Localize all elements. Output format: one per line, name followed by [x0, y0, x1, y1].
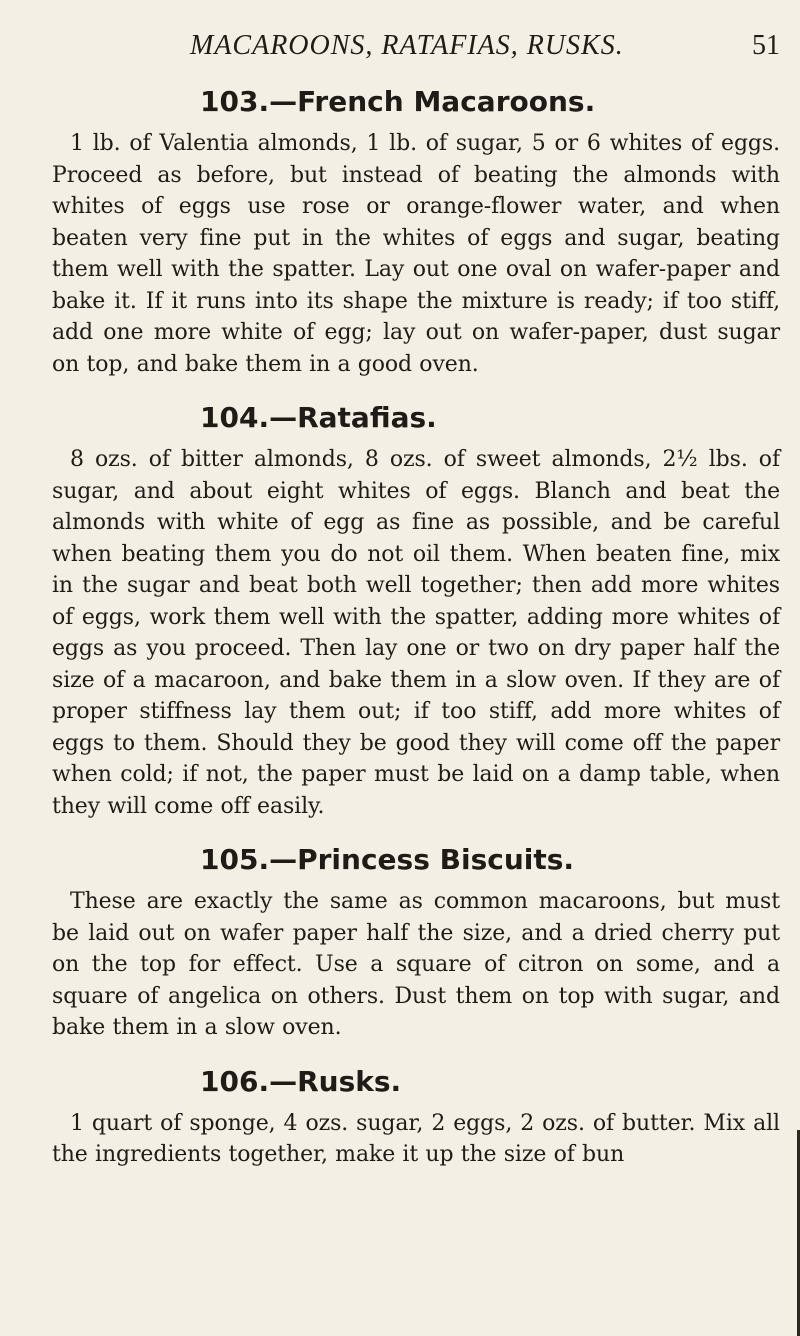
recipe-body: These are exactly the same as common macaroons, but must be laid out on wafer paper half the size, and a dried cherry put on the top for effect. Use a square of citron on some, and a square of angelica on others. Dust them on top with sugar, and bake them in a slow oven. [52, 889, 780, 1040]
running-title: MACAROONS, RATAFIAS, RUSKS. [190, 30, 624, 61]
recipe-title: —Ratafias. [269, 401, 437, 434]
recipe-heading [52, 1062, 780, 1102]
recipe-number: 104. [200, 401, 270, 434]
recipe-number: 103. [200, 85, 270, 118]
recipe-103 [52, 82, 780, 380]
recipe-title: —Rusks. [269, 1064, 402, 1098]
recipe-104 [52, 398, 780, 822]
recipe-title: —French Macaroons. [269, 85, 596, 118]
recipe-106 [52, 1062, 780, 1171]
recipe-number: 105. [200, 843, 270, 876]
recipe-body: 1 quart of sponge, 4 ozs. sugar, 2 eggs, 2 ozs. of butter. Mix all the ingredients together, make it up the size of bun [52, 1110, 780, 1167]
running-head [0, 30, 800, 70]
recipe-heading [52, 398, 780, 438]
recipe-body: 1 lb. of Valentia almonds, 1 lb. of sugar, 5 or 6 whites of eggs. Proceed as before, but instead of beating the almonds with whites of eggs use rose or orange-flower water, and when beaten very fine put in the whites of eggs and sugar, beating them well with the spatter. Lay out one oval on wafer-paper and bake it. If it runs into its shape the mixture is ready; if too stiff, add one more white of egg; lay out on wafer-paper, dust sugar on top, and bake them in a good oven. [52, 131, 780, 377]
page-number: 51 [752, 30, 780, 61]
recipe-body: 8 ozs. of bitter almonds, 8 ozs. of sweet almonds, 2½ lbs. of sugar, and about eight whites of eggs. Blanch and beat the almonds with white of egg as fine as possible, and be careful when beating them you do not oil them. When beaten fine, mix in the sugar and beat both well together; then add more whites of eggs, work them well with the spatter, adding more whites of eggs as you proceed. Then lay one or two on dry paper half the size of a macaroon, and bake them in a slow oven. If they are of proper stiffness lay them out; if too stiff, add more whites of eggs to them. Should they be good they will come off the paper when cold; if not, the paper must be laid on a damp table, when they will come off easily. [52, 447, 780, 819]
recipe-title: —Princess Biscuits. [269, 843, 575, 876]
recipe-heading [52, 82, 780, 122]
recipe-number: 106. [200, 1064, 270, 1098]
recipe-heading [52, 840, 780, 880]
recipe-105 [52, 840, 780, 1044]
page-content [52, 82, 780, 1171]
